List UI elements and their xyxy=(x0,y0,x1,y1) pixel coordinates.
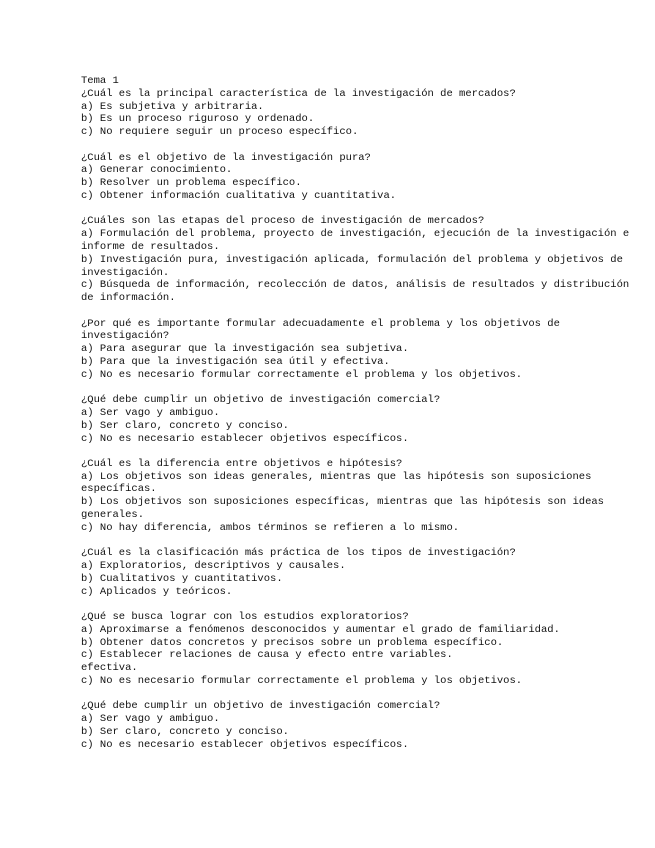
question-block xyxy=(81,318,641,382)
answer-option: a) Formulación del problema, proyecto de investigación, ejecución de la investigación e informe de resultados. xyxy=(81,228,636,253)
answer-option: a) Es subjetiva y arbitraria. xyxy=(81,100,264,113)
answer-option: c) No es necesario establecer objetivos específicos. xyxy=(81,738,409,751)
question-block xyxy=(81,547,641,598)
answer-option: c) Establecer relaciones de causa y efecto entre variables. xyxy=(81,649,453,662)
answer-option: a) Ser vago y ambiguo. xyxy=(81,406,220,419)
answer-option: c) No requiere seguir un proceso específico. xyxy=(81,126,359,139)
question-block xyxy=(81,394,641,445)
answer-option: b) Ser claro, concreto y conciso. xyxy=(81,419,289,432)
answer-option: c) Búsqueda de información, recolección de datos, análisis de resultados y distribución de información. xyxy=(81,279,636,305)
question-text: ¿Qué se busca lograr con los estudios exploratorios? xyxy=(81,611,409,624)
question-text: ¿Cuál es la clasificación más práctica de los tipos de investigación? xyxy=(81,547,516,560)
answer-option: c) No es necesario establecer objetivos específicos. xyxy=(81,432,409,445)
answer-option: c) No es necesario formular correctamente el problema y los objetivos. xyxy=(81,675,523,688)
document-title: Tema 1 xyxy=(81,75,119,87)
question-text: ¿Cuál es la diferencia entre objetivos e hipótesis? xyxy=(81,457,403,470)
question-text: ¿Cuál es la principal característica de la investigación de mercados? xyxy=(81,87,516,100)
answer-option: a) Generar conocimiento. xyxy=(81,164,233,177)
question-block xyxy=(81,152,641,203)
answer-option: b) Investigación pura, investigación aplicada, formulación del problema y objetivos de investigación. xyxy=(81,253,630,279)
answer-option: c) No es necesario formular correctamente el problema y los objetivos. xyxy=(81,368,523,381)
question-text: ¿Cuál es el objetivo de la investigación pura? xyxy=(81,151,371,164)
question-text: ¿Qué debe cumplir un objetivo de investigación comercial? xyxy=(81,700,441,713)
answer-option-fragment: efectiva. xyxy=(81,662,138,675)
answer-option: a) Los objetivos son ideas generales, mientras que las hipótesis son suposiciones específicas. xyxy=(81,470,598,496)
answer-option: c) Aplicados y teóricos. xyxy=(81,585,233,598)
answer-option: b) Resolver un problema específico. xyxy=(81,177,302,190)
question-text: ¿Qué debe cumplir un objetivo de investigación comercial? xyxy=(81,394,441,407)
answer-option: a) Exploratorios, descriptivos y causales. xyxy=(81,560,346,573)
question-block xyxy=(81,215,641,305)
answer-option: c) No hay diferencia, ambos términos se refieren a lo mismo. xyxy=(81,521,460,534)
question-block xyxy=(81,611,641,688)
answer-option: b) Para que la investigación sea útil y efectiva. xyxy=(81,355,390,368)
answer-option: c) Obtener información cualitativa y cuantitativa. xyxy=(81,189,397,202)
question-block xyxy=(81,700,641,751)
answer-option: a) Ser vago y ambiguo. xyxy=(81,713,220,726)
question-text: ¿Por qué es importante formular adecuadamente el problema y los objetivos de investigación? xyxy=(81,317,567,343)
answer-option: a) Para asegurar que la investigación sea subjetiva. xyxy=(81,343,409,356)
answer-option: b) Los objetivos son suposiciones específicas, mientras que las hipótesis son ideas generales. xyxy=(81,496,611,522)
document-page xyxy=(81,75,641,752)
question-block xyxy=(81,88,641,139)
answer-option: b) Cualitativos y cuantitativos. xyxy=(81,572,283,585)
answer-option: b) Obtener datos concretos y precisos sobre un problema específico. xyxy=(81,636,504,649)
question-text: ¿Cuáles son las etapas del proceso de investigación de mercados? xyxy=(81,215,485,228)
answer-option: b) Ser claro, concreto y conciso. xyxy=(81,726,289,739)
answer-option: b) Es un proceso riguroso y ordenado. xyxy=(81,113,315,126)
answer-option: a) Aproximarse a fenómenos desconocidos y aumentar el grado de familiaridad. xyxy=(81,623,560,636)
question-block xyxy=(81,458,641,535)
